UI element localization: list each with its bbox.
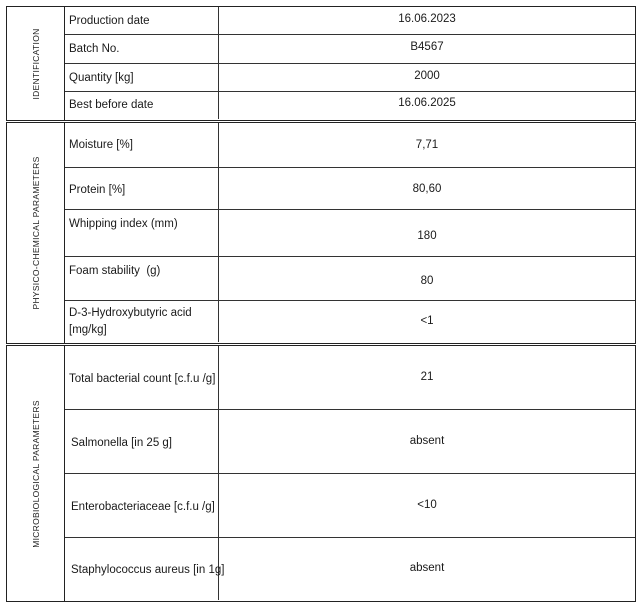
table-row — [65, 301, 635, 342]
param-salmonella: Salmonella [in 25 g] — [65, 410, 219, 473]
table-row — [65, 35, 635, 64]
value-enterobacteriaceae: <10 — [417, 499, 437, 511]
identification-section-label — [7, 7, 65, 120]
value-foam-stability: 80 — [420, 275, 434, 287]
value-hydroxybutyric-acid: <1 — [420, 315, 434, 327]
table-row — [65, 538, 635, 600]
value-whipping-index: 180 — [417, 230, 437, 242]
value-quantity: 2000 — [414, 70, 440, 82]
table-row — [65, 410, 635, 474]
value-best-before-date: 16.06.2025 — [398, 97, 456, 109]
microbiological-section-label — [7, 346, 65, 601]
table-row — [65, 346, 635, 410]
table-row — [65, 474, 635, 538]
param-total-bacterial-count: Total bacterial count [c.f.u /g] — [65, 346, 219, 409]
table-row — [65, 7, 635, 35]
table-row — [65, 210, 635, 257]
param-whipping-index: Whipping index (mm) — [65, 210, 219, 256]
identification-section — [6, 6, 636, 121]
value-moisture: 7,71 — [415, 139, 439, 151]
value-batch-no: B4567 — [410, 41, 444, 53]
param-staphylococcus-aureus: Staphylococcus aureus [in 1g] — [65, 538, 219, 600]
param-protein: Protein [%] — [65, 168, 219, 209]
param-batch-no: Batch No. — [65, 35, 219, 63]
identification-label-text: IDENTIFICATION — [30, 27, 41, 100]
param-moisture: Moisture [%] — [65, 123, 219, 167]
param-best-before-date: Best before date — [65, 92, 219, 119]
table-row — [65, 257, 635, 301]
table-row — [65, 123, 635, 168]
param-production-date: Production date — [65, 7, 219, 34]
physico-chemical-section — [6, 122, 636, 344]
microbiological-section — [6, 345, 636, 602]
value-protein: 80,60 — [412, 183, 442, 195]
param-enterobacteriaceae: Enterobacteriaceae [c.f.u /g] — [65, 474, 219, 537]
physico-chemical-section-label — [7, 123, 65, 343]
value-total-bacterial-count: 21 — [420, 371, 434, 383]
microbiological-label-text: MICROBIOLOGICAL PARAMETERS — [30, 399, 41, 548]
physico-chemical-label-text: PHYSICO-CHEMICAL PARAMETERS — [30, 156, 41, 310]
table-row — [65, 168, 635, 210]
param-hydroxybutyric-acid: D-3-Hydroxybutyric acid [mg/kg] — [65, 301, 219, 342]
value-production-date: 16.06.2023 — [398, 13, 456, 25]
value-staphylococcus-aureus: absent — [409, 562, 445, 574]
table-row — [65, 92, 635, 119]
param-foam-stability: Foam stability (g) — [65, 257, 219, 300]
param-quantity: Quantity [kg] — [65, 64, 219, 91]
table-row — [65, 64, 635, 92]
value-salmonella: absent — [409, 435, 445, 447]
